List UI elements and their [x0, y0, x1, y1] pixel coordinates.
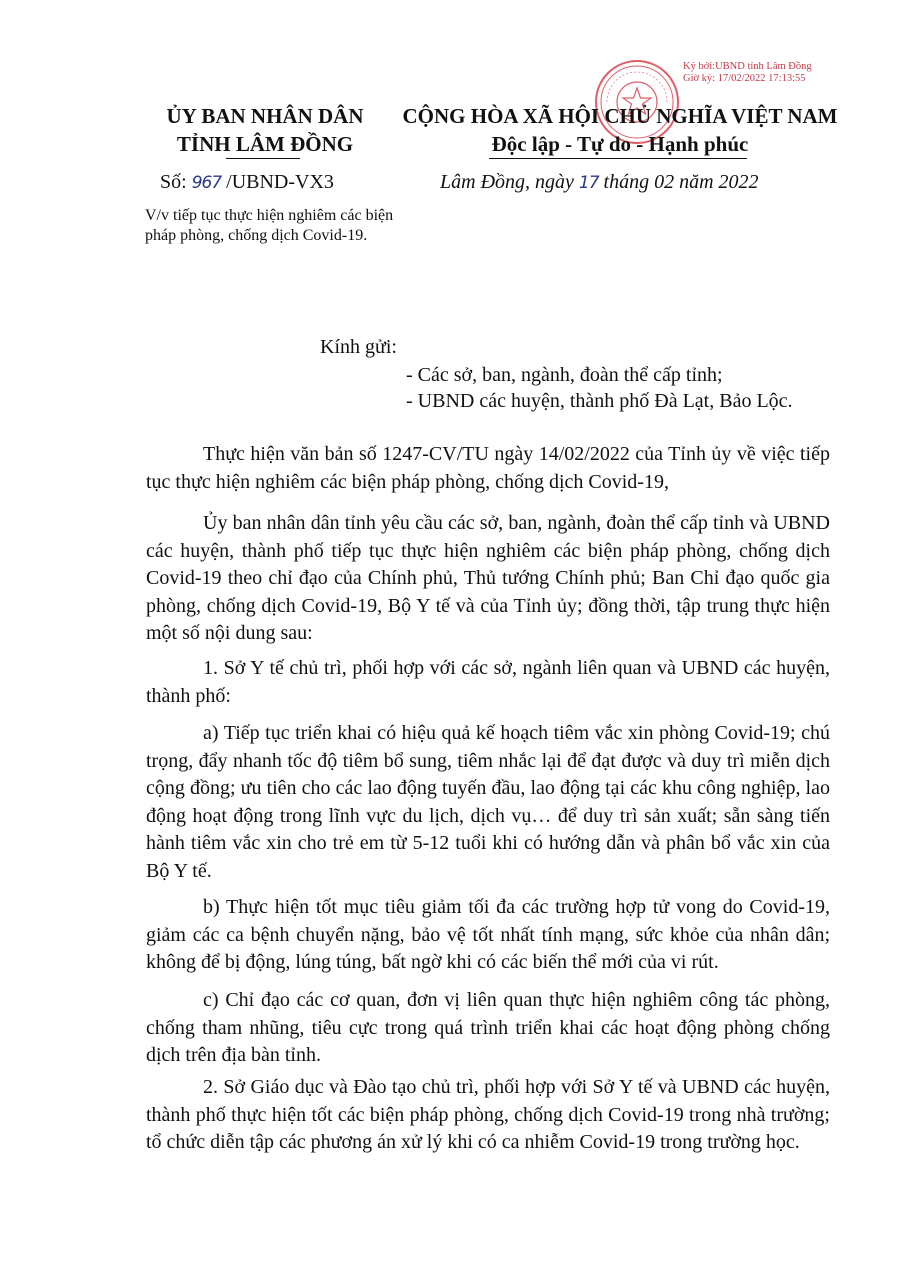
motto-underline — [489, 158, 747, 159]
document-number-prefix: Số: — [160, 171, 192, 193]
document-subject: V/v tiếp tục thực hiện nghiêm các biện pháp phòng, chống dịch Covid-19. — [145, 207, 394, 244]
issuing-organization — [140, 102, 390, 158]
body-paragraph: Ủy ban nhân dân tỉnh yêu cầu các sở, ban, ngành, đoàn thể cấp tỉnh và UBND các huyện, thành phố tiếp tục thực hiện nghiêm các biện pháp phòng, chống dịch Covid-19 theo chỉ đạo của Chính phủ, Thủ tướng Chính phủ; Ban Chỉ đạo quốc gia phòng, chống dịch Covid-19, Bộ Y tế và của Tỉnh ủy; đồng thời, tập trung thực hiện một số nội dung sau: — [146, 512, 830, 644]
national-heading — [380, 102, 860, 158]
body-paragraph: 2. Sở Giáo dục và Đào tạo chủ trì, phối hợp với Sở Y tế và UBND các huyện, thành phố thực hiện tốt các biện pháp phòng, chống dịch Covid-19 trong nhà trường; tổ chức diễn tập các phương án xử lý khi có ca nhiễm Covid-19 trong trường học. — [146, 1076, 830, 1153]
recipients-heading: Kính gửi: — [320, 336, 397, 358]
national-title: CỘNG HÒA XÃ HỘI CHỦ NGHĨA VIỆT NAM — [402, 104, 838, 128]
org-name-line2: TỈNH LÂM ĐỒNG — [176, 132, 354, 156]
place-and-date — [440, 171, 759, 194]
document-number-handwritten: 967 — [191, 173, 222, 193]
body-paragraph: a) Tiếp tục triển khai có hiệu quả kế hoạch tiêm vắc xin phòng Covid-19; chú trọng, đẩy nhanh tốc độ tiêm bổ sung, tiêm nhắc lại để đạt được và duy trì miễn dịch cộng đồng; ưu tiên cho các lao động tuyến đầu, lao động tại các khu công nghiệp, lao động hoạt động trong lĩnh vực du lịch, dịch vụ… để duy trì sản xuất; sẵn sàng tiến hành tiêm vắc xin cho trẻ em từ 5-12 tuổi khi có hướng dẫn và phân bổ vắc xin của Bộ Y tế. — [146, 722, 830, 882]
place-date-suffix: tháng 02 năm 2022 — [598, 171, 759, 193]
body-paragraph: Thực hiện văn bản số 1247-CV/TU ngày 14/02/2022 của Tỉnh ủy về việc tiếp tục thực hiện nghiêm các biện pháp phòng, chống dịch Covid-19, — [146, 443, 830, 493]
document-number — [160, 171, 334, 194]
body-paragraph: b) Thực hiện tốt mục tiêu giảm tối đa các trường hợp tử vong do Covid-19, giảm các ca bệnh chuyển nặng, bảo vệ tốt nhất tính mạng, sức khỏe của nhân dân; không để bị động, lúng túng, bất ngờ khi có các biến thể mới của vi rút. — [146, 896, 830, 973]
place-date-prefix: Lâm Đồng, ngày — [440, 171, 579, 193]
recipient-item: - Các sở, ban, ngành, đoàn thể cấp tỉnh; — [406, 364, 723, 386]
body-paragraph: c) Chỉ đạo các cơ quan, đơn vị liên quan thực hiện nghiêm công tác phòng, chống tham nhũng, tiêu cực trong quá trình triển khai các hoạt động phòng chống dịch trên địa bàn tỉnh. — [146, 989, 830, 1066]
signature-signer: Ký bởi:UBND tỉnh Lâm Đồng — [683, 61, 812, 72]
org-name-line1: ỦY BAN NHÂN DÂN — [166, 104, 364, 128]
document-number-suffix: /UBND-VX3 — [221, 171, 334, 193]
national-motto: Độc lập - Tự do - Hạnh phúc — [491, 132, 749, 156]
body-paragraph: 1. Sở Y tế chủ trì, phối hợp với các sở, ngành liên quan và UBND các huyện, thành phố: — [146, 657, 830, 707]
signature-time: Giờ ký: 17/02/2022 17:13:55 — [683, 73, 806, 84]
org-underline — [226, 158, 300, 159]
digital-signature-info — [683, 61, 883, 85]
recipient-item: - UBND các huyện, thành phố Đà Lạt, Bảo Lộc. — [406, 390, 793, 412]
date-day-handwritten: 17 — [578, 173, 599, 193]
